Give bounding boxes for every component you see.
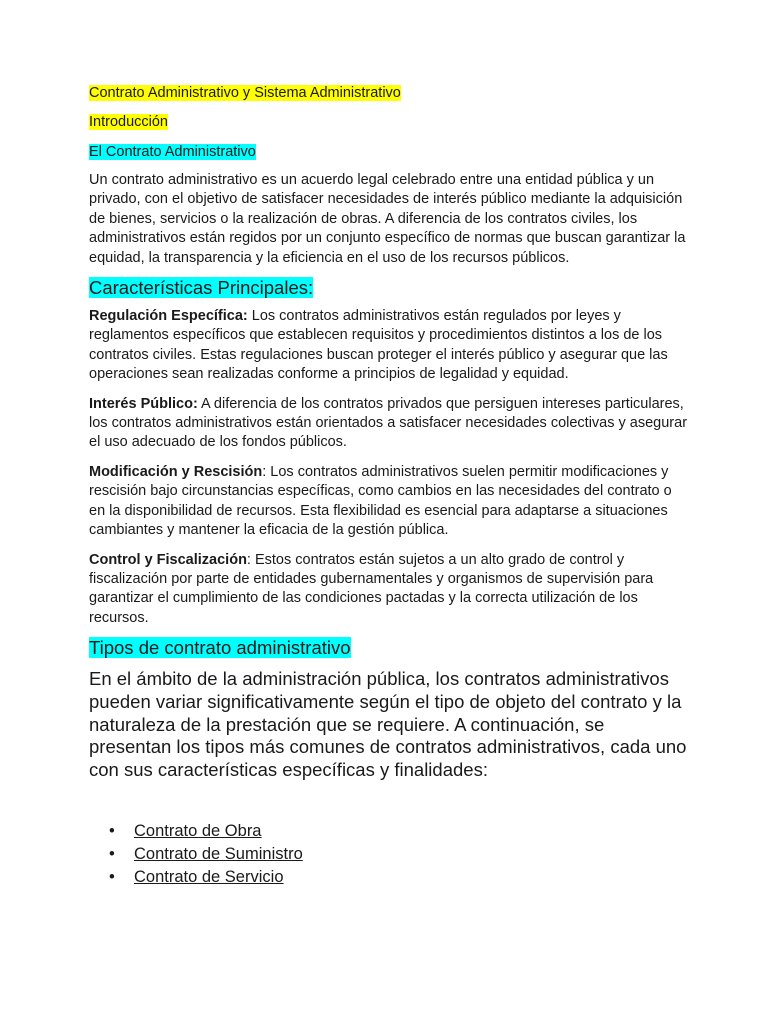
characteristic-item: [89, 463, 689, 541]
type-link-servicio[interactable]: Contrato de Servicio: [134, 867, 284, 886]
title-highlight: Contrato Administrativo y Sistema Administrativo: [89, 85, 401, 101]
type-link-suministro[interactable]: Contrato de Suministro: [134, 844, 303, 863]
bullet-icon: •: [109, 867, 115, 886]
characteristic-text: : Estos contratos están sujetos a un alto grado de control y fiscalización por parte de entidades gubernamentales y organismos de supervisión para garantizar el cumplimiento de las condiciones pactadas y la correcta utilización de los recursos.: [89, 551, 654, 626]
characteristics-highlight: Características Principales:: [89, 277, 314, 299]
characteristic-text: Los contratos administrativos están regulados por leyes y reglamentos específicos que establecen requisitos y procedimientos distintos a los de los contratos civiles. Estas regulaciones buscan proteger el interés público y asegurar que las operaciones sean realizadas conforme a principios de legalidad y equidad.: [89, 308, 668, 383]
types-list: [89, 820, 689, 889]
section1-heading: [89, 143, 689, 162]
characteristic-item: [89, 551, 689, 629]
bullet-icon: •: [109, 821, 115, 840]
document-page: [89, 84, 689, 889]
intro-heading: [89, 113, 689, 132]
types-paragraph: En el ámbito de la administración pública, los contratos administrativos pueden variar significativamente según el tipo de objeto del contrato y la naturaleza de la prestación que se requiere. A continuación, se presentan los tipos más comunes de contratos administrativos, cada uno con sus características específicas y finalidades:: [89, 668, 687, 780]
bullet-icon: •: [109, 844, 115, 863]
characteristic-item: [89, 307, 689, 385]
types-highlight: Tipos de contrato administrativo: [89, 637, 351, 659]
list-item[interactable]: [89, 820, 689, 843]
document-title: [89, 84, 689, 103]
characteristic-text: A diferencia de los contratos privados que persiguen intereses particulares, los contratos administrativos están orientados a satisfacer necesidades colectivas y asegurar el uso adecuado de los fondos públicos.: [89, 395, 688, 451]
type-link-obra[interactable]: Contrato de Obra: [134, 821, 262, 840]
characteristic-text: : Los contratos administrativos suelen permitir modificaciones y rescisión bajo circunstancias específicas, como cambios en las necesidades del contrato o en la disponibilidad de recursos. Esta flexibilidad es esencial para adaptarse a situaciones cambiantes y mantener la eficacia de la gestión pública.: [89, 463, 672, 539]
characteristic-term: Interés Público:: [89, 395, 198, 412]
characteristic-term: Regulación Específica:: [89, 308, 248, 325]
section1-highlight: El Contrato Administrativo: [89, 144, 256, 160]
intro-highlight: Introducción: [89, 114, 168, 130]
characteristic-term: Control y Fiscalización: [89, 551, 247, 568]
types-heading: [89, 636, 689, 660]
section1-paragraph: Un contrato administrativo es un acuerdo legal celebrado entre una entidad pública y un privado, con el objetivo de satisfacer necesidades de interés público mediante la adquisición de bienes, servicios o la realización de obras. A diferencia de los contratos civiles, los administrativos están regidos por un conjunto específico de normas que buscan garantizar la equidad, la transparencia y la eficiencia en el uso de los recursos públicos.: [89, 172, 686, 266]
characteristic-term: Modificación y Rescisión: [89, 463, 263, 480]
characteristics-heading: [89, 276, 689, 300]
list-item[interactable]: [89, 843, 689, 866]
list-item[interactable]: [89, 866, 689, 889]
characteristic-item: [89, 395, 689, 453]
